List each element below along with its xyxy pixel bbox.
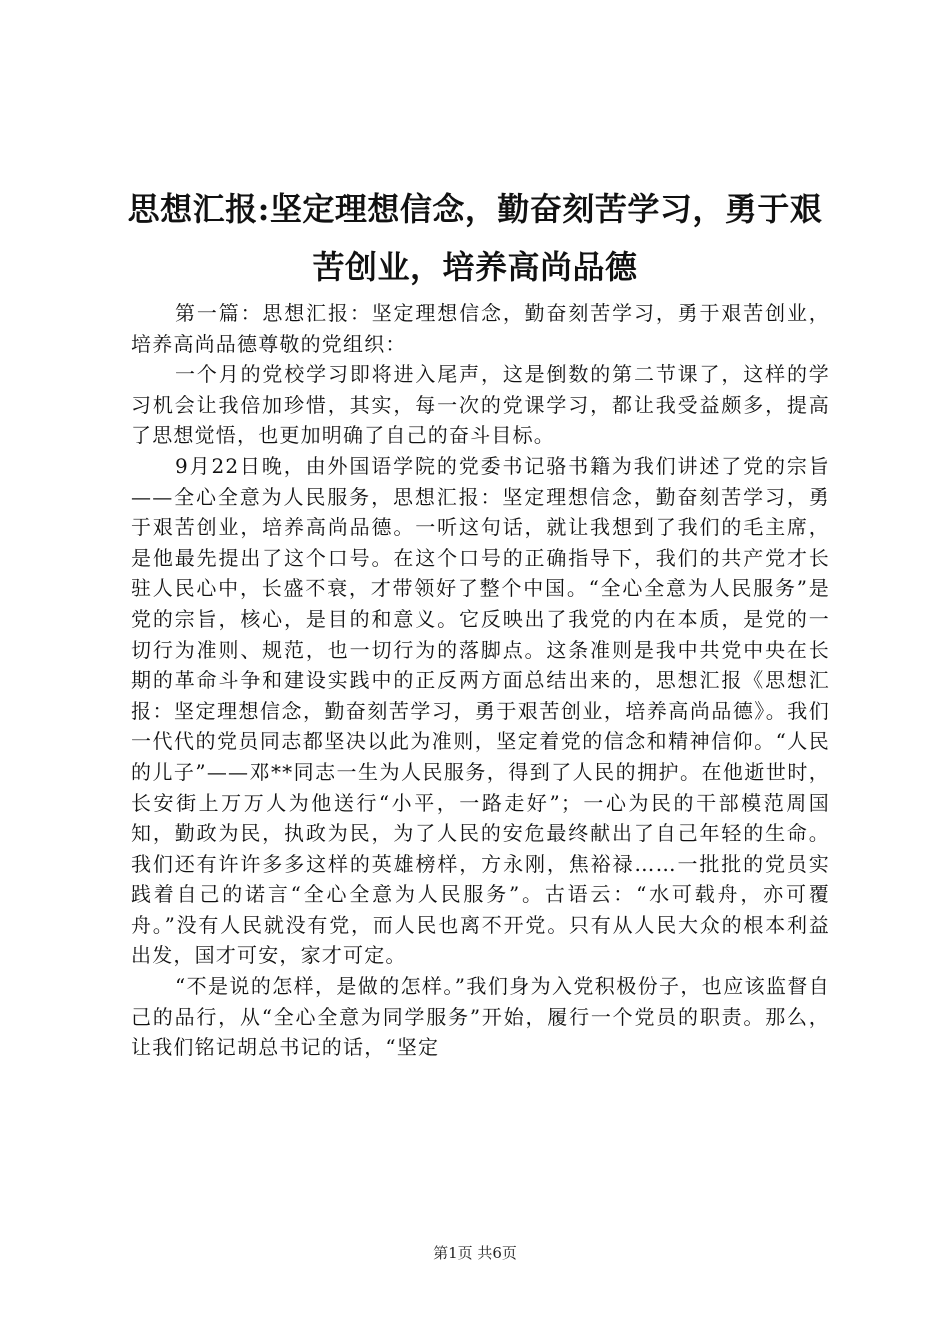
paragraph-2: 一个月的党校学习即将进入尾声，这是倒数的第二节课了，这样的学习机会让我倍加珍惜，其实，每一次的党课学习，都让我受益颇多，提高了思想觉悟，也更加明确了自己的奋斗目标。 <box>131 362 830 448</box>
document-title: 思想汇报:坚定理想信念，勤奋刻苦学习，勇于艰苦创业，培养高尚品德 <box>127 190 823 286</box>
paragraph-4: “不是说的怎样，是做的怎样。”我们身为入党积极份子，也应该监督自己的品行，从“全心全意为同学服务”开始，履行一个党员的职责。那么，让我们铭记胡总书记的话，“坚定 <box>131 974 830 1060</box>
document-body <box>131 298 830 1063</box>
paragraph-1: 第一篇：思想汇报：坚定理想信念，勤奋刻苦学习，勇于艰苦创业，培养高尚品德尊敬的党组织： <box>131 301 830 356</box>
page-footer: 第1页 共6页 <box>433 1244 517 1262</box>
paragraph-3: 9月22日晚，由外国语学院的党委书记骆书籍为我们讲述了党的宗旨——全心全意为人民服务，思想汇报：坚定理想信念，勤奋刻苦学习，勇于艰苦创业，培养高尚品德。一听这句话，就让我想到了我们的毛主席，是他最先提出了这个口号。在这个口号的正确指导下，我们的共产党才长驻人民心中，长盛不衰，才带领好了整个中国。“全心全意为人民服务”是党的宗旨，核心，是目的和意义。它反映出了我党的内在本质，是党的一切行为准则、规范，也一切行为的落脚点。这条准则是我中共党中央在长期的革命斗争和建设实践中的正反两方面总结出来的，思想汇报《思想汇报：坚定理想信念，勤奋刻苦学习，勇于艰苦创业，培养高尚品德》。我们一代代的党员同志都坚决以此为准则，坚定着党的信念和精神信仰。“人民的儿子”——邓**同志一生为人民服务，得到了人民的拥护。在他逝世时，长安街上万万人为他送行“小平，一路走好”；一心为民的干部模范周国知，勤政为民，执政为民，为了人民的安危最终献出了自己年轻的生命。我们还有许许多多这样的英雄榜样，方永刚，焦裕禄……一批批的党员实践着自己的诺言“全心全意为人民服务”。古语云：“水可载舟，亦可覆舟。”没有人民就没有党，而人民也离不开党。只有从人民大众的根本利益出发，国才可安，家才可定。 <box>131 453 830 968</box>
